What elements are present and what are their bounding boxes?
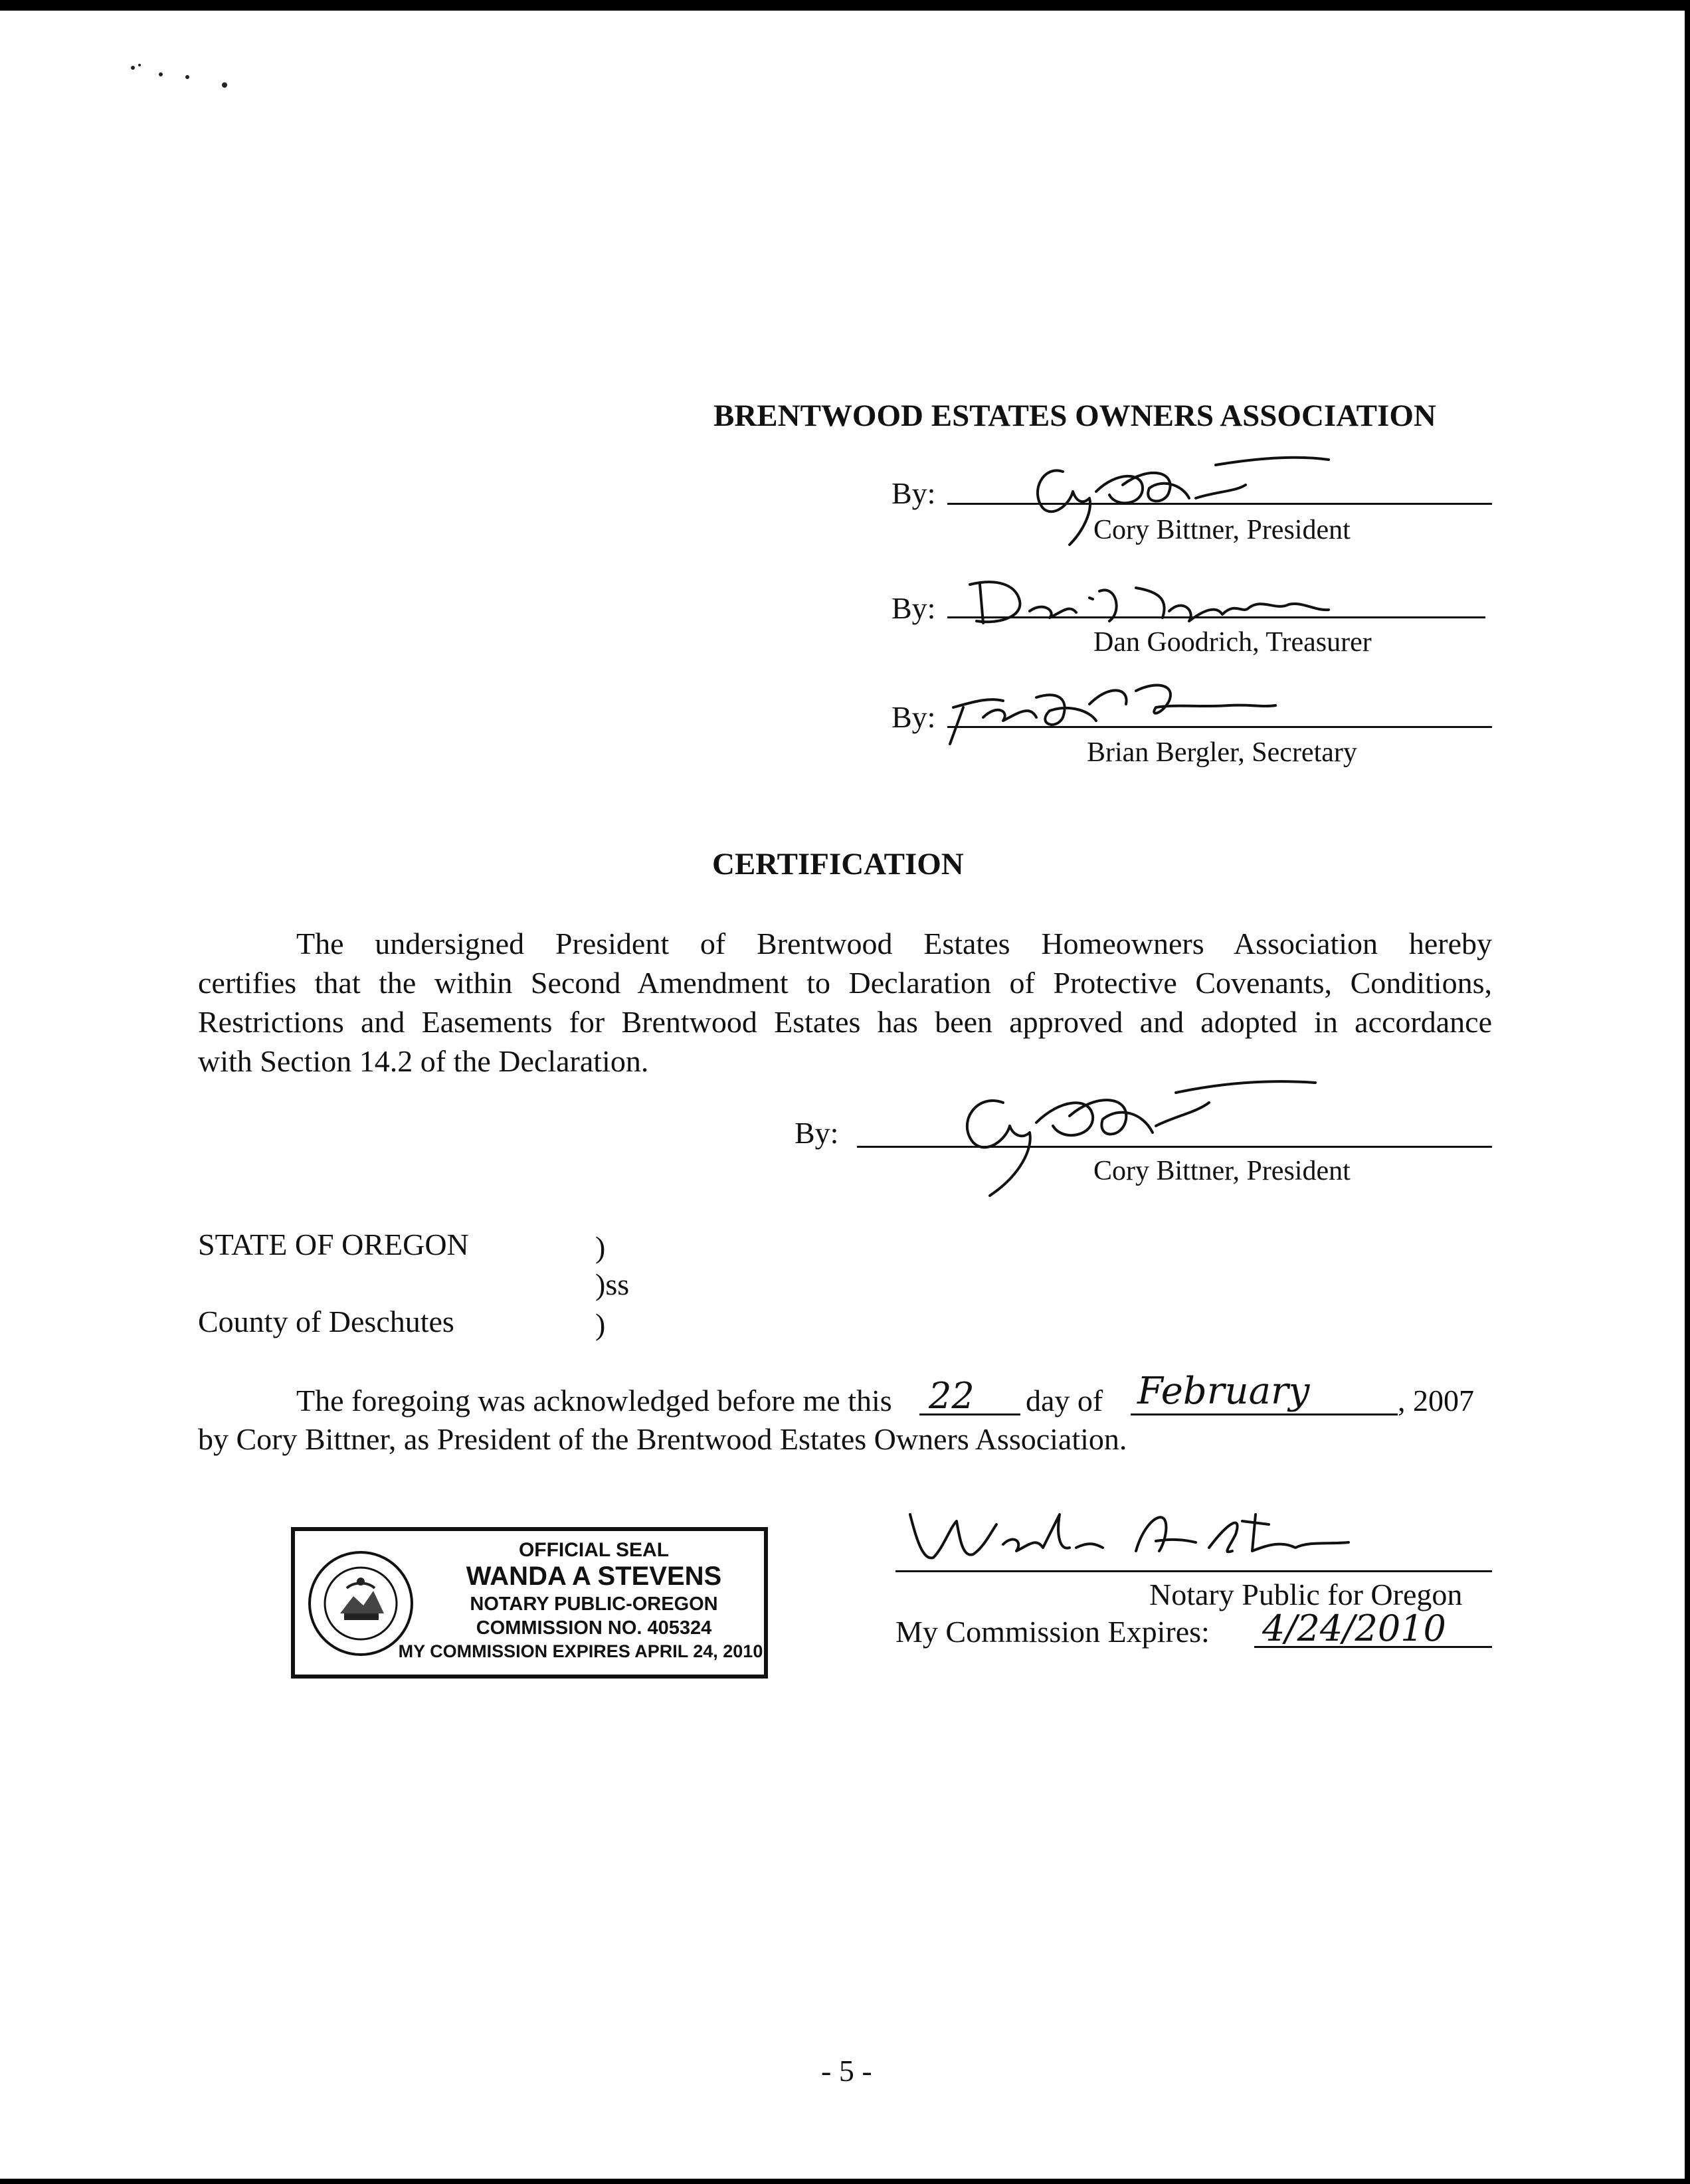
scan-specks xyxy=(126,60,233,93)
scan-border-bottom xyxy=(0,2179,1690,2184)
acknowledgment-prefix: The foregoing was acknowledged before me this xyxy=(296,1384,892,1417)
official-seal xyxy=(291,1527,768,1679)
certification-line-4: with Section 14.2 of the Declaration. xyxy=(198,1044,649,1078)
notary-signature-line xyxy=(895,1570,1492,1572)
acknowledgment-line-2: by Cory Bittner, as President of the Brentwood Estates Owners Association. xyxy=(198,1422,1127,1456)
month-blank-line xyxy=(1131,1413,1398,1415)
venue-paren-1: ) xyxy=(595,1230,606,1264)
venue-state: STATE OF OREGON xyxy=(198,1228,469,1261)
seal-line-4: COMMISSION NO. 405324 xyxy=(476,1617,712,1639)
signature-wanda-stevens xyxy=(897,1495,1362,1574)
acknowledgment-day: 22 xyxy=(929,1375,975,1417)
association-name: BRENTWOOD ESTATES OWNERS ASSOCIATION xyxy=(713,399,1436,433)
certification-line-1: The undersigned President of Brentwood Estates Homeowners Association hereby xyxy=(296,927,1492,960)
by-label-1: By: xyxy=(892,476,936,510)
certification-paragraph xyxy=(198,924,1492,1081)
seal-line-3: NOTARY PUBLIC-OREGON xyxy=(470,1593,718,1615)
commission-date: 4/24/2010 xyxy=(1262,1607,1446,1649)
acknowledgment-month: February xyxy=(1137,1370,1310,1413)
page-number: - 5 - xyxy=(821,2054,872,2088)
notary-title: Notary Public for Oregon xyxy=(1149,1578,1463,1611)
by-label-2: By: xyxy=(892,591,936,625)
certification-by-label: By: xyxy=(795,1116,839,1150)
certification-line-3: Restrictions and Easements for Brentwood Estates has been approved and adopted in accordance xyxy=(198,1005,1492,1039)
venue-paren-2: ) xyxy=(595,1307,606,1341)
venue-ss: )ss xyxy=(595,1267,630,1301)
acknowledgment-day-of: day of xyxy=(1026,1384,1103,1417)
acknowledgment-year: , 2007 xyxy=(1398,1384,1474,1417)
venue-county: County of Deschutes xyxy=(198,1305,454,1338)
certification-heading: CERTIFICATION xyxy=(712,847,964,881)
certification-signer: Cory Bittner, President xyxy=(1093,1156,1351,1186)
certification-line-2: certifies that the within Second Amendment to Declaration of Protective Covenants, Conditions, xyxy=(198,966,1492,1000)
seal-line-1: OFFICIAL SEAL xyxy=(518,1539,670,1561)
signer-3: Brian Bergler, Secretary xyxy=(1087,737,1357,768)
scan-border-top xyxy=(0,0,1690,11)
signer-2: Dan Goodrich, Treasurer xyxy=(1093,627,1372,658)
signer-1: Cory Bittner, President xyxy=(1093,515,1351,545)
scan-border-right xyxy=(1685,0,1690,2184)
seal-line-2: WANDA A STEVENS xyxy=(466,1562,722,1591)
by-label-3: By: xyxy=(892,700,936,734)
commission-label: My Commission Expires: xyxy=(895,1615,1210,1649)
seal-line-5: MY COMMISSION EXPIRES APRIL 24, 2010 xyxy=(398,1641,763,1661)
